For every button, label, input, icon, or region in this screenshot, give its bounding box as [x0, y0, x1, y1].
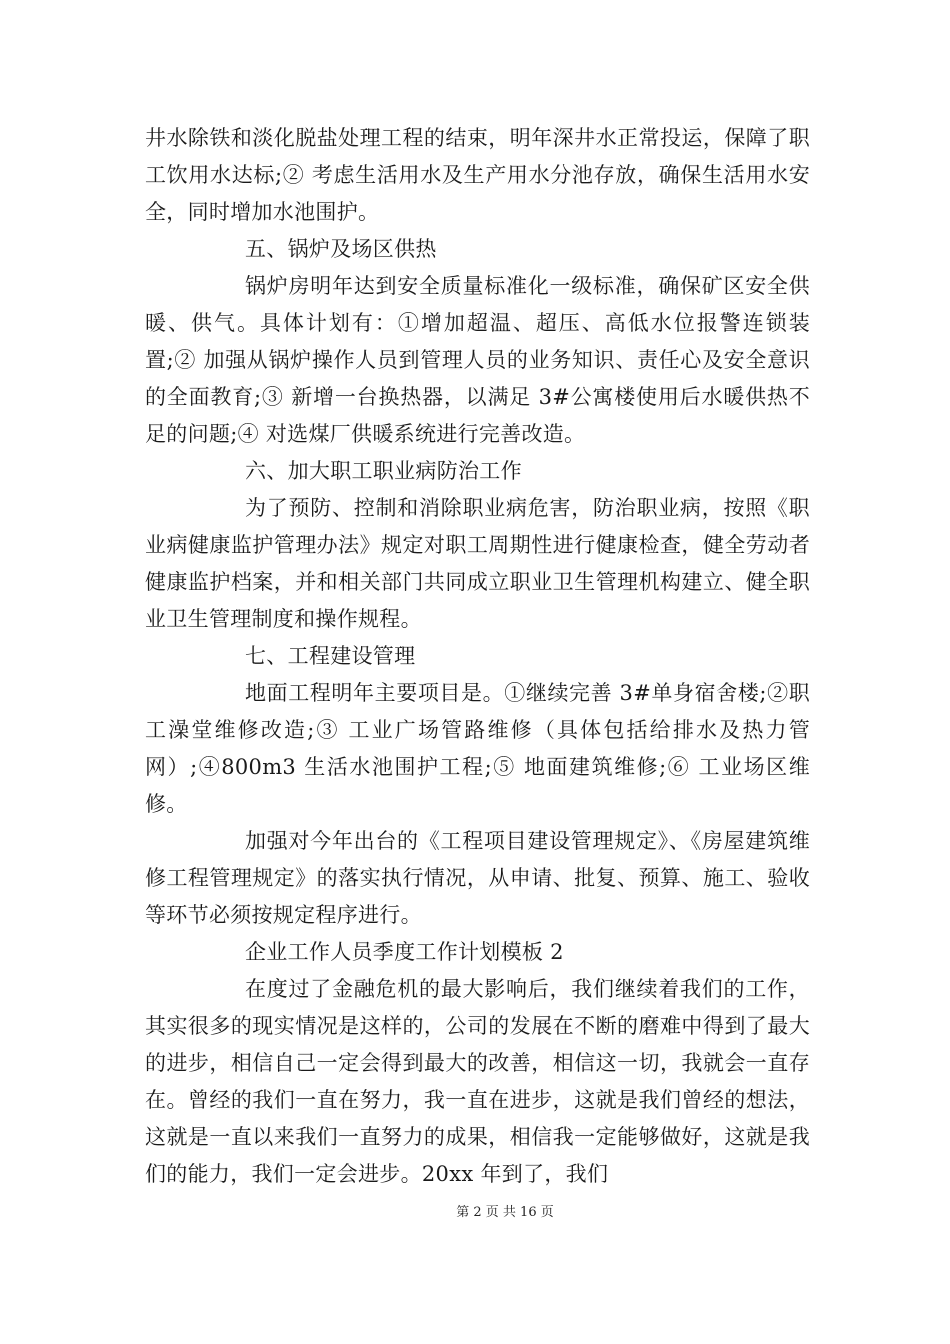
section-heading: 五、锅炉及场区供热: [245, 237, 437, 261]
section-heading: 六、加大职工职业病防治工作: [245, 459, 522, 483]
document-body: [145, 120, 810, 1193]
paragraph: 锅炉房明年达到安全质量标准化一级标准，确保矿区安全供暖、供气。具体计划有：①增加超温、超压、高低水位报警连锁装置;② 加强从锅炉操作人员到管理人员的业务知识、责任心及安全意识的全面教育;③ 新增一台换热器，以满足 3#公寓楼使用后水暖供热不足的问题;④ 对选煤厂供暖系统进行完善改造。: [145, 274, 810, 446]
paragraph: 为了预防、控制和消除职业病危害，防治职业病，按照《职业病健康监护管理办法》规定对职工周期性进行健康检查，健全劳动者健康监护档案，并和相关部门共同成立职业卫生管理机构建立、健全职业卫生管理制度和操作规程。: [145, 496, 810, 631]
paragraph: 加强对今年出台的《工程项目建设管理规定》、《房屋建筑维修工程管理规定》的落实执行情况，从申请、批复、预算、施工、验收等环节必须按规定程序进行。: [145, 829, 810, 927]
page-number-footer: 第 2 页 共 16 页: [456, 1205, 554, 1220]
section-heading: 企业工作人员季度工作计划模板 2: [245, 940, 564, 964]
section-heading: 七、工程建设管理: [245, 644, 416, 668]
paragraph: 井水除铁和淡化脱盐处理工程的结束，明年深井水正常投运，保障了职工饮用水达标;② 考虑生活用水及生产用水分池存放，确保生活用水安全，同时增加水池围护。: [145, 126, 810, 224]
paragraph: 地面工程明年主要项目是。①继续完善 3#单身宿舍楼;②职工澡堂维修改造;③ 工业广场管路维修（具体包括给排水及热力管网）;④800m3 生活水池围护工程;⑤ 地面建筑维修;⑥ 工业场区维修。: [145, 681, 810, 816]
paragraph: 在度过了金融危机的最大影响后，我们继续着我们的工作，其实很多的现实情况是这样的，公司的发展在不断的磨难中得到了最大的进步，相信自己一定会得到最大的改善，相信这一切，我就会一直存在。曾经的我们一直在努力，我一直在进步，这就是我们曾经的想法，这就是一直以来我们一直努力的成果，相信我一定能够做好，这就是我们的能力，我们一定会进步。20xx 年到了，我们: [145, 977, 810, 1186]
